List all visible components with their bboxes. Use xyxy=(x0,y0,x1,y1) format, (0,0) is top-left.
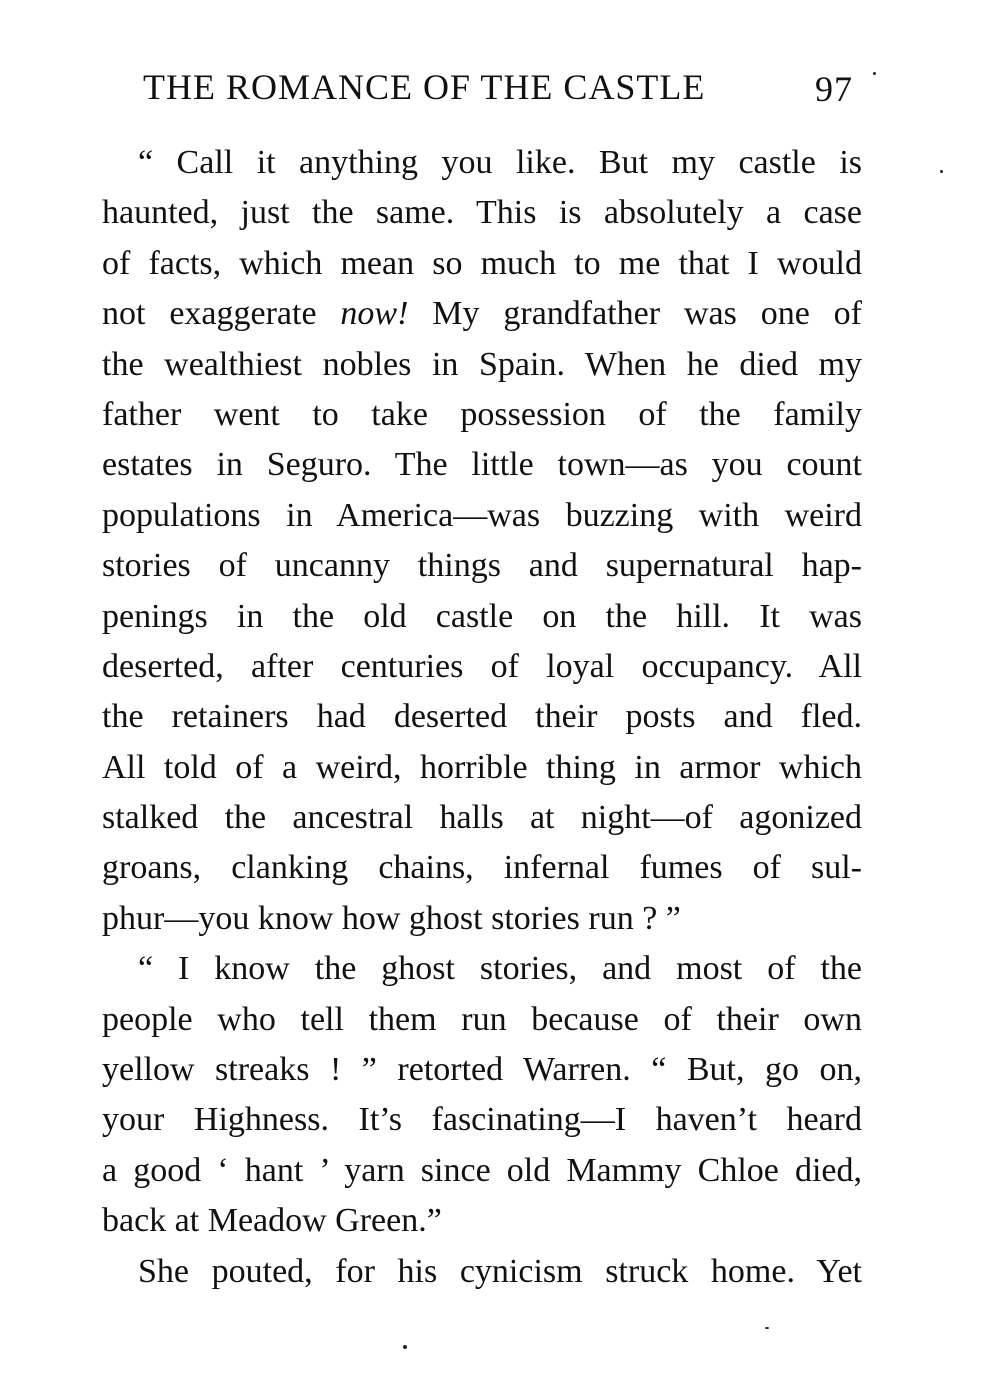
text-line: people who tell them run because of their own xyxy=(102,1000,862,1038)
text-line xyxy=(102,289,862,339)
text-line: estates in Seguro. The little town—as you count xyxy=(102,446,862,484)
scan-speck xyxy=(873,72,876,75)
text-line: the wealthiest nobles in Spain. When he died my xyxy=(102,345,862,383)
text-line: haunted, just the same. This is absolutely a case xyxy=(102,194,862,232)
scan-speck xyxy=(403,1345,407,1349)
running-head xyxy=(143,66,863,116)
text-line: your Highness. It’s fascinating—I haven’t heard xyxy=(102,1101,862,1139)
text-segment: My grandfather was one of xyxy=(408,295,862,333)
paragraph xyxy=(102,1247,862,1297)
scan-speck xyxy=(940,170,943,173)
text-line: of facts, which mean so much to me that I would xyxy=(102,244,862,282)
scan-speck xyxy=(765,1327,769,1329)
paragraph xyxy=(102,138,862,944)
text-line: a good ‘ hant ’ yarn since old Mammy Chloe died, xyxy=(102,1151,862,1189)
page-number: 97 xyxy=(815,69,853,109)
text-line: stories of uncanny things and supernatural hap- xyxy=(102,547,862,585)
text-line: She pouted, for his cynicism struck home. Yet xyxy=(138,1252,862,1290)
paragraph xyxy=(102,944,862,1246)
text-line: deserted, after centuries of loyal occupancy. All xyxy=(102,647,862,685)
text-line: “ I know the ghost stories, and most of the xyxy=(138,950,862,988)
emphasis-text: now! xyxy=(340,295,409,333)
text-line: groans, clanking chains, infernal fumes of sul- xyxy=(102,849,862,887)
text-line: stalked the ancestral halls at night—of agonized xyxy=(102,799,862,837)
text-line: back at Meadow Green.” xyxy=(102,1202,442,1240)
text-line: “ Call it anything you like. But my castle is xyxy=(138,144,862,181)
text-line: All told of a weird, horrible thing in armor which xyxy=(102,748,862,786)
text-line: father went to take possession of the family xyxy=(102,395,862,433)
text-line: the retainers had deserted their posts and fled. xyxy=(102,698,862,736)
text-line: populations in America—was buzzing with weird xyxy=(102,496,862,534)
text-line: phur—you know how ghost stories run ? ” xyxy=(102,899,681,937)
running-head-title: THE ROMANCE OF THE CASTLE xyxy=(143,67,706,107)
text-line: penings in the old castle on the hill. It was xyxy=(102,597,862,635)
text-segment: not exaggerate xyxy=(102,295,341,333)
text-line: yellow streaks ! ” retorted Warren. “ But, go on, xyxy=(102,1051,862,1089)
body-text xyxy=(102,138,862,1297)
